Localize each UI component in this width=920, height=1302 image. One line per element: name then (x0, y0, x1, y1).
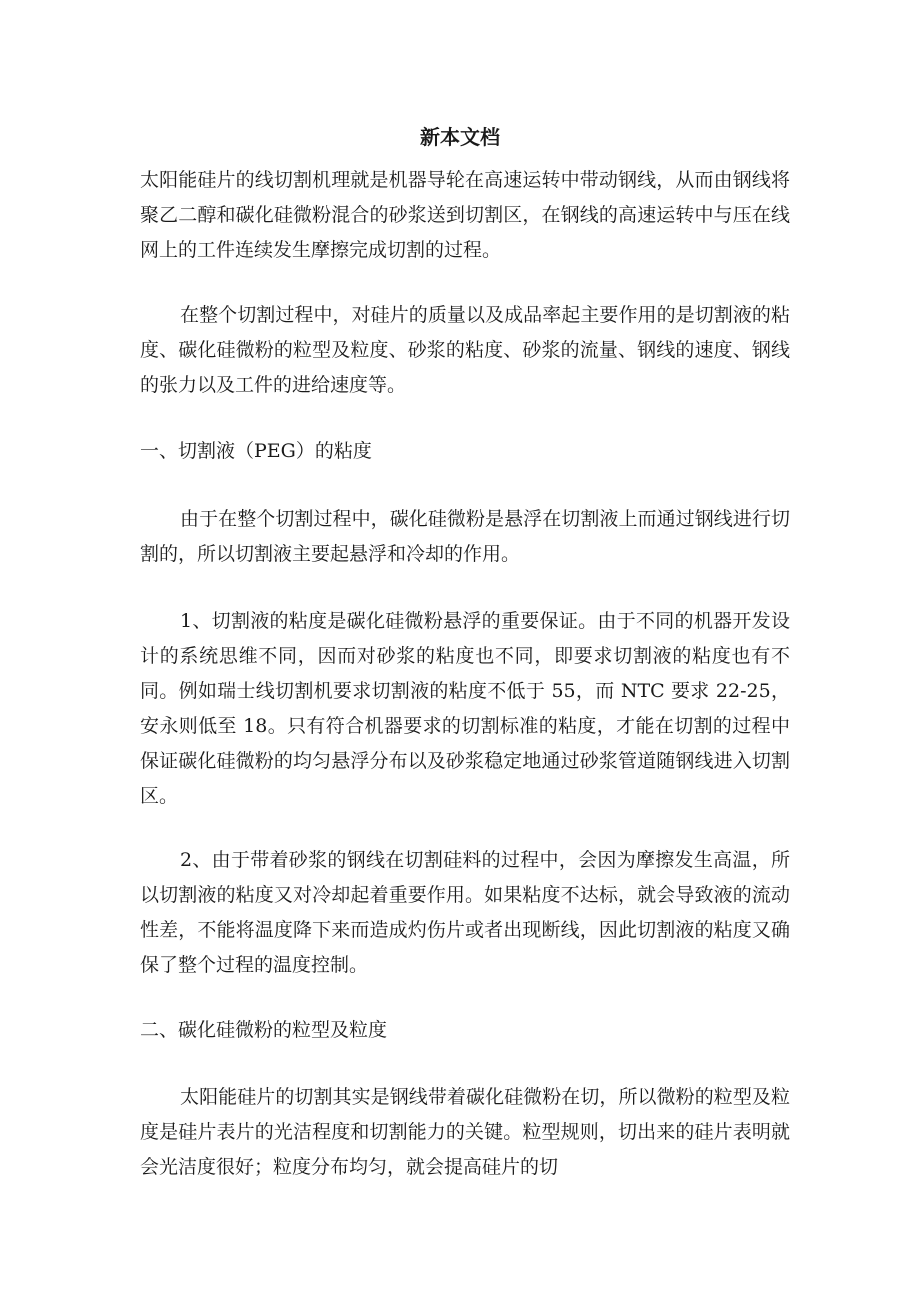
overview-paragraph: 在整个切割过程中，对硅片的质量以及成品率起主要作用的是切割液的粘度、碳化硅微粉的粒型及粒度、砂浆的粘度、砂浆的流量、钢线的速度、钢线的张力以及工件的进给速度等。 (140, 304, 790, 396)
section2-heading: 二、碳化硅微粉的粒型及粒度 (140, 1019, 388, 1041)
section1-point2-paragraph: 2、由于带着砂浆的钢线在切割硅料的过程中，会因为摩擦发生高温，所以切割液的粘度又对冷却起着重要作用。如果粘度不达标，就会导致液的流动性差，不能将温度降下来而造成灼伤片或者出现断线，因此切割液的粘度又确保了整个过程的温度控制。 (140, 849, 790, 976)
document-title: 新本文档 (420, 125, 500, 149)
section1-heading: 一、切割液（PEG）的粘度 (140, 440, 372, 462)
intro-paragraph: 太阳能硅片的线切割机理就是机器导轮在高速运转中带动钢线，从而由钢线将聚乙二醇和碳化硅微粉混合的砂浆送到切割区，在钢线的高速运转中与压在线网上的工件连续发生摩擦完成切割的过程。 (140, 169, 790, 261)
section2-intro-paragraph: 太阳能硅片的切割其实是钢线带着碳化硅微粉在切，所以微粉的粒型及粒度是硅片表片的光洁程度和切割能力的关键。粒型规则，切出来的硅片表明就会光洁度很好；粒度分布均匀，就会提高硅片的切 (140, 1086, 790, 1178)
section1-intro-paragraph: 由于在整个切割过程中，碳化硅微粉是悬浮在切割液上而通过钢线进行切割的，所以切割液主要起悬浮和冷却的作用。 (140, 508, 790, 565)
section1-point1-paragraph: 1、切割液的粘度是碳化硅微粉悬浮的重要保证。由于不同的机器开发设计的系统思维不同，因而对砂浆的粘度也不同，即要求切割液的粘度也有不同。例如瑞士线切割机要求切割液的粘度不低于 55，而 NTC 要求 22-25，安永则低至 18。只有符合机器要求的切割标准的粘度，才能在切割的过程中保证碳化硅微粉的均匀悬浮分布以及砂浆稳定地通过砂浆管道随钢线进入切割区。 (140, 610, 790, 807)
